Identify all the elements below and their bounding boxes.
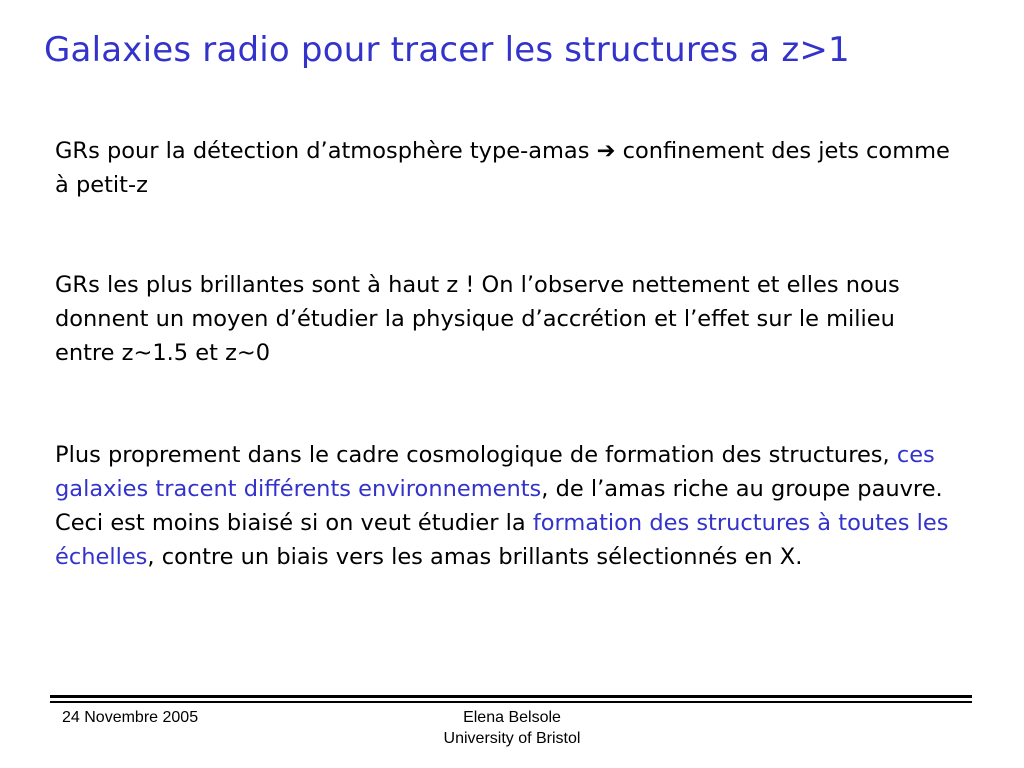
arrow-right-icon: ➔ <box>596 138 616 164</box>
paragraph-3-highlight-2: formation des structures à toutes les échelles <box>55 510 949 570</box>
paragraph-3 <box>55 438 955 574</box>
footer-author-affiliation: University of Bristol <box>443 730 581 747</box>
footer-author-name: Elena Belsole <box>463 709 561 726</box>
paragraph-1 <box>55 134 955 202</box>
footer-divider-thick <box>50 695 972 698</box>
slide-body <box>55 134 955 574</box>
paragraph-3-highlight-1: ces galaxies tracent différents environnements <box>55 442 935 502</box>
slide-title: Galaxies radio pour tracer les structures a z>1 <box>44 30 850 70</box>
footer-date: 24 Novembre 2005 <box>62 709 199 726</box>
paragraph-2: GRs les plus brillantes sont à haut z ! On l’observe nettement et elles nous donnent un moyen d’étudier la physique d’accrétion et l’effet sur le milieu entre z~1.5 et z~0 <box>55 272 900 366</box>
paragraph-1-text-start: GRs pour la détection d’atmosphère type-amas <box>55 138 597 164</box>
footer-divider-thin <box>50 701 972 703</box>
paragraph-3-text-3: , contre un biais vers les amas brillants sélectionnés en X. <box>147 544 803 570</box>
paragraph-3-text-2: , de l’amas riche au groupe pauvre. Ceci est moins biaisé si on veut étudier la <box>55 476 943 536</box>
footer-author <box>412 707 612 749</box>
paragraph-3-text-1: Plus proprement dans le cadre cosmologique de formation des structures, <box>55 442 897 468</box>
paragraph-1-text-end: confinement des jets comme à petit-z <box>55 138 950 198</box>
